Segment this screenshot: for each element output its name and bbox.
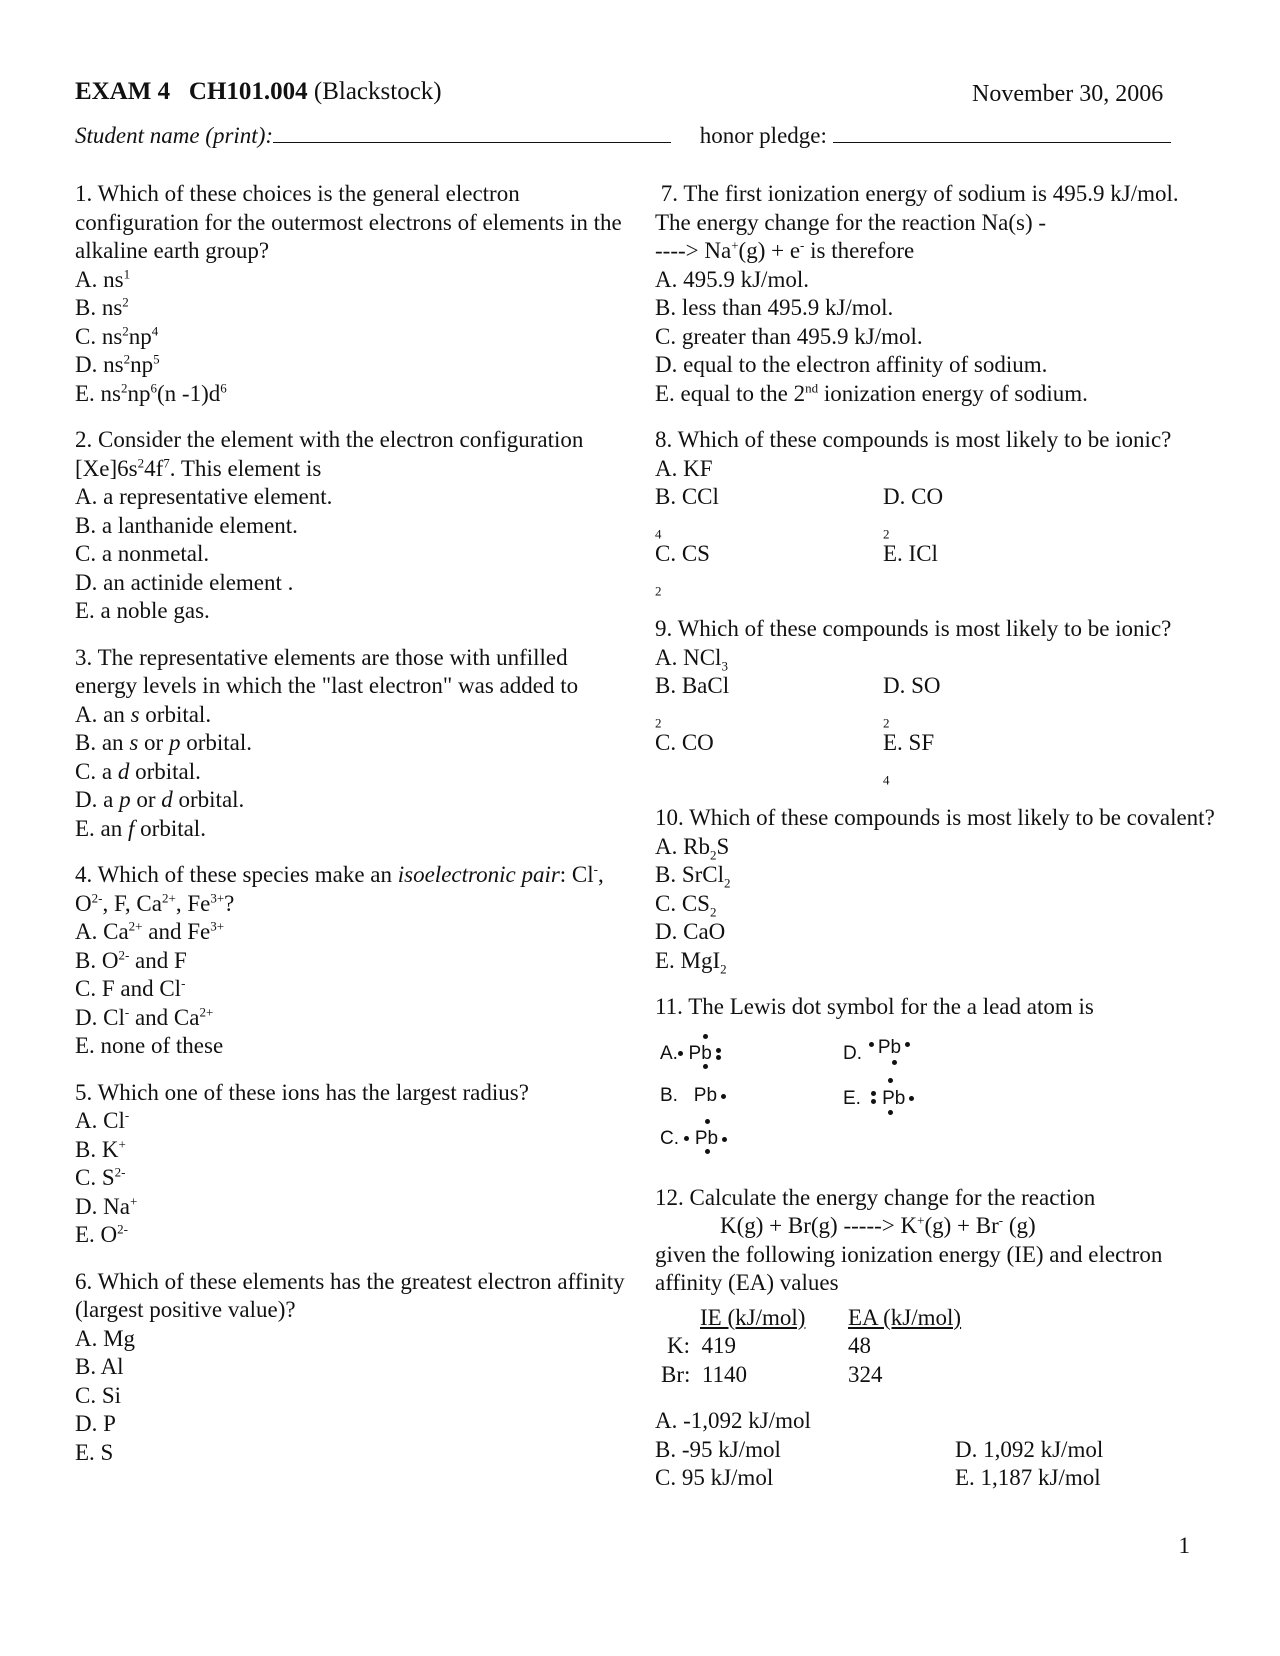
honor-pledge-field[interactable] bbox=[833, 122, 1171, 143]
q4-option-b[interactable]: B. $O^{2-}$ and F bbox=[75, 946, 187, 973]
ea-header: EA (kJ/mol) bbox=[848, 1304, 962, 1330]
q5-option-d[interactable]: D. Na+ bbox=[75, 1192, 138, 1219]
student-line bbox=[75, 122, 1171, 151]
q6-option-d[interactable]: D. P bbox=[75, 1411, 116, 1436]
q4-option-c[interactable]: C. F and Cl- bbox=[75, 975, 186, 1001]
question-2 bbox=[75, 426, 635, 626]
question-12 bbox=[655, 1184, 1215, 1498]
q8-option-b[interactable]: B. CCl $_4$ bbox=[655, 484, 719, 542]
exam-date: November 30, 2006 bbox=[972, 81, 1164, 107]
exam-title bbox=[75, 78, 442, 107]
q12-options bbox=[655, 1407, 1215, 1497]
q4-option-d[interactable]: D. Cl- and $Ca^{2+}$ bbox=[75, 1003, 214, 1030]
question-9 bbox=[655, 615, 1215, 786]
q4-stem: 4. Which of these species make an isoelectronic pair: Cl-, $O^{2-}$, F, $Ca^{2+}$, $Fe^{3+}$? bbox=[75, 861, 604, 916]
question-7 bbox=[655, 180, 1215, 408]
q2-stem: 2. Consider the element with the electron configuration $[Xe]6s^24f^7$. This element is bbox=[75, 427, 584, 481]
q2-option-e[interactable]: E. a noble gas. bbox=[75, 598, 210, 623]
q5-stem: 5. Which one of these ions has the largest radius? bbox=[75, 1079, 529, 1105]
q12-stem: 12. Calculate the energy change for the reaction bbox=[655, 1184, 1096, 1210]
lewis-symbol-a: Pb bbox=[689, 1040, 712, 1069]
student-name-label: Student name (print): bbox=[75, 123, 274, 148]
q5-option-b[interactable]: B. K+ bbox=[75, 1135, 126, 1162]
q5-option-e[interactable]: E. $O^{2-}$ bbox=[75, 1221, 129, 1247]
page-number: 1 bbox=[1178, 1533, 1190, 1558]
q9-option-a[interactable]: A. NCl$_3$ bbox=[655, 644, 728, 674]
q11-option-b[interactable]: B. Pb bbox=[660, 1082, 717, 1111]
q6-option-e[interactable]: E. S bbox=[75, 1439, 114, 1465]
q12-option-b[interactable]: B. -95 kJ/mol bbox=[655, 1436, 781, 1462]
q12-given: given the following ionization energy (IE) and electron affinity (EA) values bbox=[655, 1241, 1163, 1295]
q12-option-e[interactable]: E. 1,187 kJ/mol bbox=[955, 1465, 1101, 1490]
ie-ea-table bbox=[655, 1304, 1215, 1390]
table-row: K: 419 48 bbox=[667, 1333, 871, 1358]
q10-option-b[interactable]: B. SrCl$_2$ bbox=[655, 862, 731, 891]
q11-option-e[interactable]: E. Pb bbox=[843, 1085, 905, 1114]
question-6 bbox=[75, 1268, 635, 1468]
q10-option-a[interactable]: A. $Rb_2S$ bbox=[655, 833, 730, 863]
q12-option-d[interactable]: D. 1,092 kJ/mol bbox=[955, 1436, 1104, 1462]
q1-option-d[interactable]: D. $ns^2np^5$ bbox=[75, 351, 160, 377]
honor-pledge-label: honor pledge: bbox=[699, 123, 827, 148]
q1-option-c[interactable]: C. $ns^2np^4$ bbox=[75, 322, 159, 349]
q10-option-e[interactable]: E. MgI$_2$ bbox=[655, 947, 727, 977]
q2-option-a[interactable]: A. a representative element. bbox=[75, 484, 333, 509]
question-11 bbox=[655, 993, 1215, 1170]
q8-option-c[interactable]: C. CS $_2$ bbox=[655, 541, 710, 599]
q12-option-c[interactable]: C. 95 kJ/mol bbox=[655, 1465, 774, 1490]
question-5 bbox=[75, 1079, 635, 1250]
q11-option-c[interactable]: C. Pb bbox=[660, 1125, 718, 1154]
q10-option-d[interactable]: D. CaO bbox=[655, 919, 726, 944]
lewis-symbol-c: Pb bbox=[695, 1125, 718, 1154]
q7-stem: 7. The first ionization energy of sodium is 495.9 kJ/mol. The energy change for the reaction Na(s) - ----> Na+(g) + e- is therefore bbox=[655, 181, 1179, 263]
q2-option-d[interactable]: D. an actinide element . bbox=[75, 569, 294, 595]
left-column bbox=[75, 180, 635, 1485]
q6-option-b[interactable]: B. Al bbox=[75, 1354, 124, 1379]
q2-option-c[interactable]: C. a nonmetal. bbox=[75, 541, 210, 566]
instructor: (Blackstock) bbox=[313, 78, 442, 105]
q3-option-c[interactable]: C. a d orbital. bbox=[75, 758, 201, 784]
q3-option-d[interactable]: D. a p or d orbital. bbox=[75, 787, 245, 812]
q11-stem: 11. The Lewis dot symbol for the a lead atom is bbox=[655, 994, 1094, 1019]
q8-option-e[interactable]: E. ICl bbox=[883, 541, 938, 566]
question-8 bbox=[655, 426, 1215, 597]
q9-stem: 9. Which of these compounds is most likely to be ionic? bbox=[655, 616, 1172, 641]
q7-option-d[interactable]: D. equal to the electron affinity of sodium. bbox=[655, 352, 1048, 377]
table-row: Br: 1140 324 bbox=[661, 1361, 883, 1387]
q1-option-b[interactable]: B. $ns^2$ bbox=[75, 294, 129, 320]
q6-stem: 6. Which of these elements has the greatest electron affinity (largest positive value)? bbox=[75, 1268, 625, 1322]
lewis-options bbox=[655, 1030, 1215, 1170]
q3-option-b[interactable]: B. an s or p orbital. bbox=[75, 730, 252, 755]
q12-equation: K(g) + Br(g) -----> K+(g) + Br- (g) bbox=[720, 1212, 1036, 1238]
question-3 bbox=[75, 644, 635, 844]
q1-stem: 1. Which of these choices is the general electron configuration for the outermost electrons of elements in the alkaline earth group? bbox=[75, 181, 622, 263]
q7-option-c[interactable]: C. greater than 495.9 kJ/mol. bbox=[655, 323, 923, 349]
question-1 bbox=[75, 180, 635, 408]
right-column bbox=[655, 180, 1215, 1515]
q3-stem: 3. The representative elements are those with unfilled energy levels in which the "last electron" was added to bbox=[75, 644, 579, 698]
q7-option-a[interactable]: A. 495.9 kJ/mol. bbox=[655, 266, 809, 292]
lewis-symbol-d: Pb bbox=[878, 1034, 901, 1063]
q8-stem: 8. Which of these compounds is most likely to be ionic? bbox=[655, 427, 1172, 452]
q8-option-a[interactable]: A. KF bbox=[655, 455, 713, 481]
course-code: CH101.004 bbox=[188, 78, 308, 105]
q9-option-c[interactable]: C. CO bbox=[655, 730, 714, 755]
q11-option-a[interactable]: A. Pb bbox=[660, 1040, 712, 1069]
q12-option-a[interactable]: A. -1,092 kJ/mol bbox=[655, 1408, 811, 1433]
q2-option-b[interactable]: B. a lanthanide element. bbox=[75, 512, 298, 538]
lewis-symbol-e: Pb bbox=[882, 1085, 905, 1114]
q7-option-e[interactable]: E. equal to the 2nd ionization energy of sodium. bbox=[655, 379, 1088, 406]
q10-option-c[interactable]: C. $CS_2$ bbox=[655, 890, 717, 920]
q1-option-e[interactable]: E. $ns^2np^6(n$ $-1)d^6$ bbox=[75, 379, 227, 406]
exam-number: EXAM 4 bbox=[75, 78, 171, 105]
ie-header: IE (kJ/mol) bbox=[700, 1304, 806, 1330]
q4-option-e[interactable]: E. none of these bbox=[75, 1033, 224, 1058]
question-10 bbox=[655, 804, 1215, 975]
q9-option-d[interactable]: D. SO $_2$ bbox=[883, 673, 941, 731]
q5-option-c[interactable]: C. $S^{2-}$ bbox=[75, 1164, 126, 1190]
q7-option-b[interactable]: B. less than 495.9 kJ/mol. bbox=[655, 295, 894, 320]
student-name-field[interactable] bbox=[273, 122, 671, 143]
q11-option-d[interactable]: D. Pb bbox=[843, 1040, 901, 1069]
q4-option-a[interactable]: A. $Ca^{2+}$ and $Fe^{3+}$ bbox=[75, 918, 225, 944]
q5-option-a[interactable]: A. Cl- bbox=[75, 1107, 130, 1133]
q3-option-a[interactable]: A. an s orbital. bbox=[75, 701, 212, 727]
q9-option-b[interactable]: B. BaCl $_2$ bbox=[655, 673, 730, 731]
q6-option-c[interactable]: C. Si bbox=[75, 1382, 122, 1408]
lewis-symbol-b: Pb bbox=[694, 1082, 717, 1111]
question-4 bbox=[75, 861, 635, 1061]
q1-option-a[interactable]: A. $ns^1$ bbox=[75, 265, 131, 292]
q3-option-e[interactable]: E. an f orbital. bbox=[75, 815, 206, 841]
q9-option-e[interactable]: E. SF $_4$ bbox=[883, 730, 935, 788]
q10-stem: 10. Which of these compounds is most likely to be covalent? bbox=[655, 805, 1215, 830]
q8-option-d[interactable]: D. CO $_2$ bbox=[883, 484, 944, 542]
q6-option-a[interactable]: A. Mg bbox=[75, 1325, 136, 1351]
